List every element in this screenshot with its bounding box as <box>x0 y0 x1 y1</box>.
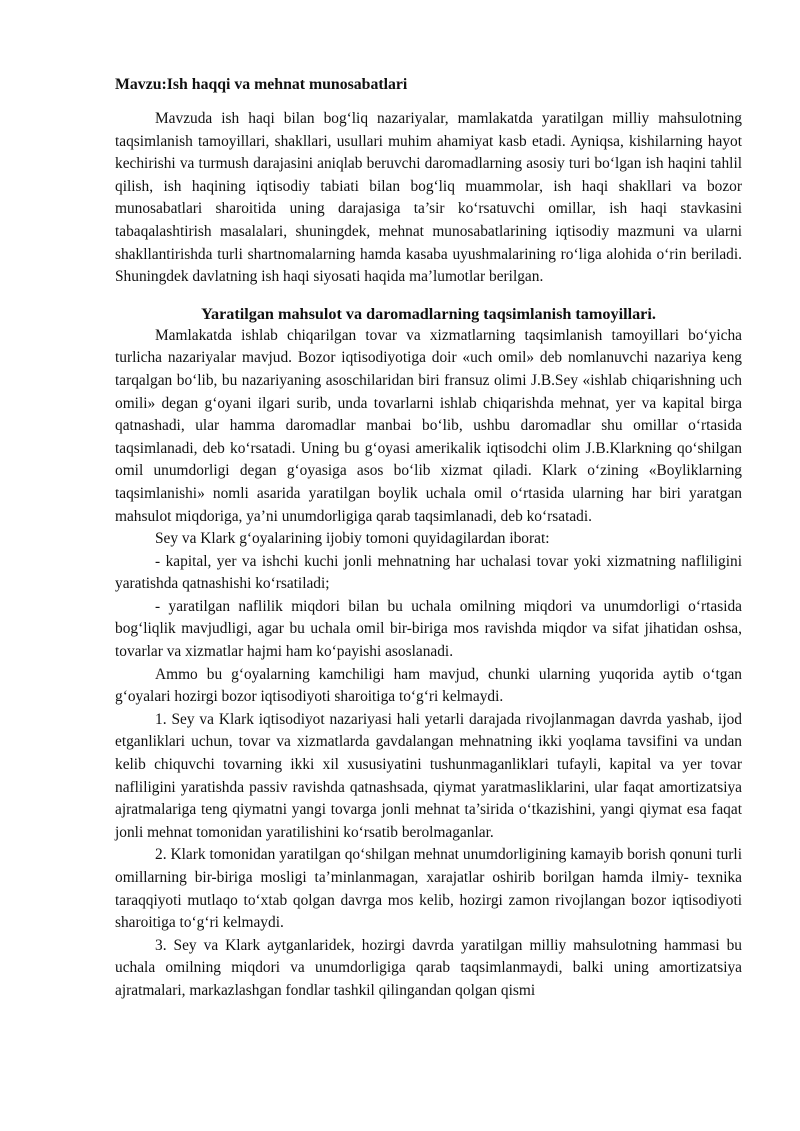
body-paragraph: Sey va Klark g‘oyalarining ijobiy tomoni quyidagilardan iborat: <box>155 530 550 548</box>
document-title: Mavzu:Ish haqqi va mehnat munosabatlari <box>115 76 408 93</box>
numbered-item: 3. Sey va Klark aytganlaridek, hozirgi davrda yaratilgan milliy mahsulotning hammasi bu uchala omilning miqdori va unumdorligiga qarab taqsimlanmaydi, balki uning amortizatsiya ajratmalari, markazlashgan fondlar tashkil qilingandan qolgan qismi <box>115 936 742 999</box>
numbered-item: 1. Sey va Klark iqtisodiyot nazariyasi hali yetarli darajada rivojlanmagan davrda yashab, ijod etganliklari uchun, tovar va xizmatlarda gavdalangan mehnatning ikki yoqlama tavsifini va undan kelib chiquvchi tovarning ikki xil xususiyatini tushunmaganliklari tufayli, kapital va yer tovar nafliligini yaratishda passiv ravishda qatnashsada, qiymat yaratmasliklarini, ular faqat amortizatsiya ajratmalariga teng qiymatni yangi tovarga jonli mehnat ta’sirida o‘tkazishini, yangi qiymat esa faqat jonli mehnat tomonidan yaratilishini ko‘rsatib berolmaganlar. <box>115 710 742 841</box>
list-item: - yaratilgan naflilik miqdori bilan bu uchala omilning miqdori va unumdorligi o‘rtasida bog‘liqlik mavjudligi, agar bu uchala omil bir-biriga mos ravishda miqdor va sifat jihatidan oshsa, tovarlar va xizmatlar hajmi ham ko‘payishi asoslanadi. <box>115 597 742 661</box>
intro-paragraph: Mavzuda ish haqi bilan bog‘liq nazariyalar, mamlakatda yaratilgan milliy mahsulotning taqsimlanish tamoyillari, shakllari, usullari muhim ahamiyat kasb etadi. Ayniqsa, kishilarning hayot kechirishi va turmush darajasini aniqlab beruvchi daromadlarning asosiy turi bo‘lgan ish haqini tahlil qilish, ish haqining iqtisodiy tabiati bilan bog‘liq muammolar, ish haqi shakllari va bozor munosabatlari sharoitida uning darajasiga ta’sir ko‘rsatuvchi omillar, ish haqi stavkasini tabaqalashtirish masalalari, shuningdek, mehnat munosabatlarining iqtisodiy mazmuni va ularni shakllantirishda turli shartnomalarning hamda kasaba uyushmalarining ro‘liga alohida o‘rin beriladi. Shuningdek davlatning ish haqi siyosati haqida ma’lumotlar berilgan. <box>115 110 742 286</box>
body-paragraph: Mamlakatda ishlab chiqarilgan tovar va xizmatlarning taqsimlanish tamoyillari bo‘yicha turlicha nazariyalar mavjud. Bozor iqtisodiyotiga doir «uch omil» deb nomlanuvchi nazariya keng tarqalgan bo‘lib, bu nazariyaning asoschilaridan biri fransuz olimi J.B.Sey «ishlab chiqarishning uch omili» degan g‘oyani ilgari surib, unda tovarlarni ishlab chiqarishda mehnat, yer va kapital birga qatnashadi, ular hamma daromadlar manbai bo‘lib, ushbu daromadlar shu omillar o‘rtasida taqsimlanadi, deb ko‘rsatadi. Uning bu g‘oyasi amerikalik iqtisodchi olim J.B.Klarkning qo‘shilgan omil unumdorligi degan g‘oyasiga asos bo‘lib xizmat qiladi. Klark o‘zining «Boyliklarning taqsimlanishi» nomli asarida yaratilgan boylik uchala omil o‘rtasida ularning har biri yaratgan mahsulot miqdoriga, ya’ni unumdorligiga qarab taqsimlanadi, deb ko‘rsatadi. <box>115 326 742 525</box>
list-item: - kapital, yer va ishchi kuchi jonli mehnatning har uchalasi tovar yoki xizmatning nafliligini yaratishda qatnashishi ko‘rsatiladi; <box>115 552 742 593</box>
numbered-item: 2. Klark tomonidan yaratilgan qo‘shilgan mehnat unumdorligining kamayib borish qonuni turli omillarning bir-biriga mosligi ta’minlanmagan, xarajatlar oshirib borilgan hamda ilmiy- texnika taraqqiyoti mutlaqo to‘xtab qolgan davrga mos kelib, hozirgi zamon rivojlangan bozor iqtisodiyoti sharoitiga to‘g‘ri kelmaydi. <box>115 846 742 932</box>
section-heading: Yaratilgan mahsulot va daromadlarning taqsimlanish tamoyillari. <box>201 304 656 323</box>
body-paragraph: Ammo bu g‘oyalarning kamchiligi ham mavjud, chunki ularning yuqorida aytib o‘tgan g‘oyalari hozirgi bozor iqtisodiyoti sharoitiga to‘g‘ri kelmaydi. <box>115 665 742 706</box>
